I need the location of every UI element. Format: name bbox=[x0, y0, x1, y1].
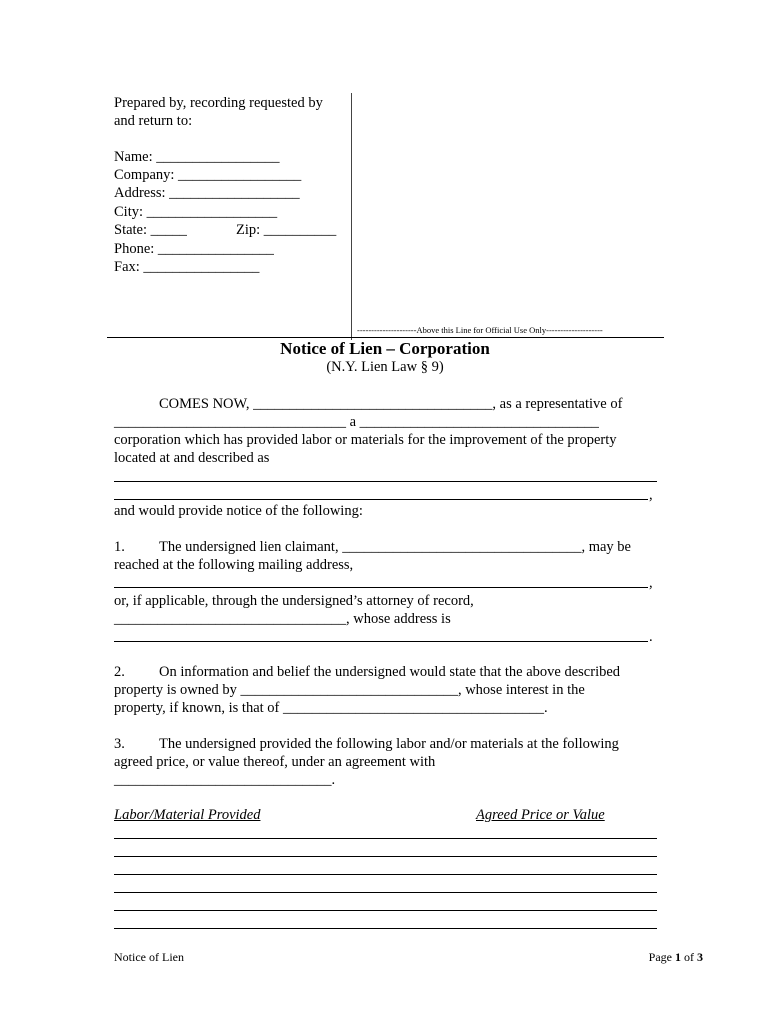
item-2-line-3: property, if known, is that of ____________________________________. bbox=[114, 700, 548, 716]
item-3-line-1: The undersigned provided the following labor and/or materials at the following bbox=[159, 736, 619, 752]
item-1-number: 1. bbox=[114, 539, 125, 555]
item-1-line-4: ________________________________, whose address is bbox=[114, 611, 451, 627]
entry-line bbox=[114, 892, 657, 893]
intro-line-3: corporation which has provided labor or materials for the improvement of the property bbox=[114, 432, 617, 448]
item-3-number: 3. bbox=[114, 736, 125, 752]
header-divider-vertical bbox=[351, 93, 352, 340]
agreed-price-header: Agreed Price or Value bbox=[476, 807, 605, 823]
phone-field: Phone: ________________ bbox=[114, 241, 274, 257]
property-description-line bbox=[114, 499, 648, 500]
page-prefix: Page bbox=[648, 950, 675, 964]
item-2-line-2: property is owned by ______________________________, whose interest in the bbox=[114, 682, 585, 698]
city-field: City: __________________ bbox=[114, 204, 278, 220]
item-1-line-2: reached at the following mailing address, bbox=[114, 557, 354, 573]
name-field: Name: _________________ bbox=[114, 149, 280, 165]
item-2-line-1: On information and belief the undersigned would state that the above described bbox=[159, 664, 621, 680]
intro-comma: , bbox=[649, 487, 653, 503]
document-subtitle: (N.Y. Lien Law § 9) bbox=[326, 359, 444, 375]
page-of: of bbox=[681, 950, 697, 964]
item-3-line-2: agreed price, or value thereof, under an agreement with bbox=[114, 754, 436, 770]
item-3-line-3: ______________________________. bbox=[114, 772, 336, 788]
page-number bbox=[560, 948, 703, 966]
mailing-address-line bbox=[114, 587, 648, 588]
item-1-line-3: or, if applicable, through the undersigned’s attorney of record, bbox=[114, 593, 474, 609]
fax-field: Fax: ________________ bbox=[114, 259, 260, 275]
item-1-line-1: The undersigned lien claimant, _________________________________, may be bbox=[159, 539, 631, 555]
labor-material-header: Labor/Material Provided bbox=[114, 807, 261, 823]
attorney-address-line bbox=[114, 641, 648, 642]
document-title: Notice of Lien – Corporation bbox=[280, 339, 490, 358]
zip-field: Zip: __________ bbox=[236, 222, 337, 238]
intro-line-5: and would provide notice of the following: bbox=[114, 503, 363, 519]
entry-line bbox=[114, 928, 657, 929]
footer-title: Notice of Lien bbox=[114, 950, 184, 964]
header-divider-horizontal bbox=[107, 337, 664, 338]
page-total: 3 bbox=[697, 950, 703, 964]
item-1-comma: , bbox=[649, 575, 653, 591]
property-description-line bbox=[114, 481, 657, 482]
entry-line bbox=[114, 874, 657, 875]
entry-line bbox=[114, 856, 657, 857]
item-1-period: . bbox=[649, 629, 653, 645]
entry-line bbox=[114, 838, 657, 839]
official-use-note: ---------------------Above this Line for Official Use Only-------------------- bbox=[357, 325, 603, 335]
prepared-by-label: Prepared by, recording requested by bbox=[114, 95, 323, 111]
entry-line bbox=[114, 910, 657, 911]
address-field: Address: __________________ bbox=[114, 185, 300, 201]
item-2-number: 2. bbox=[114, 664, 125, 680]
intro-line-1: COMES NOW, _________________________________, as a representative of bbox=[159, 396, 623, 412]
page-current: 1 bbox=[675, 950, 681, 964]
company-field: Company: _________________ bbox=[114, 167, 302, 183]
intro-line-4: located at and described as bbox=[114, 450, 270, 466]
state-field: State: _____ bbox=[114, 222, 187, 238]
return-to-label: and return to: bbox=[114, 113, 193, 129]
intro-line-2: ________________________________ a _________________________________ bbox=[114, 414, 599, 430]
